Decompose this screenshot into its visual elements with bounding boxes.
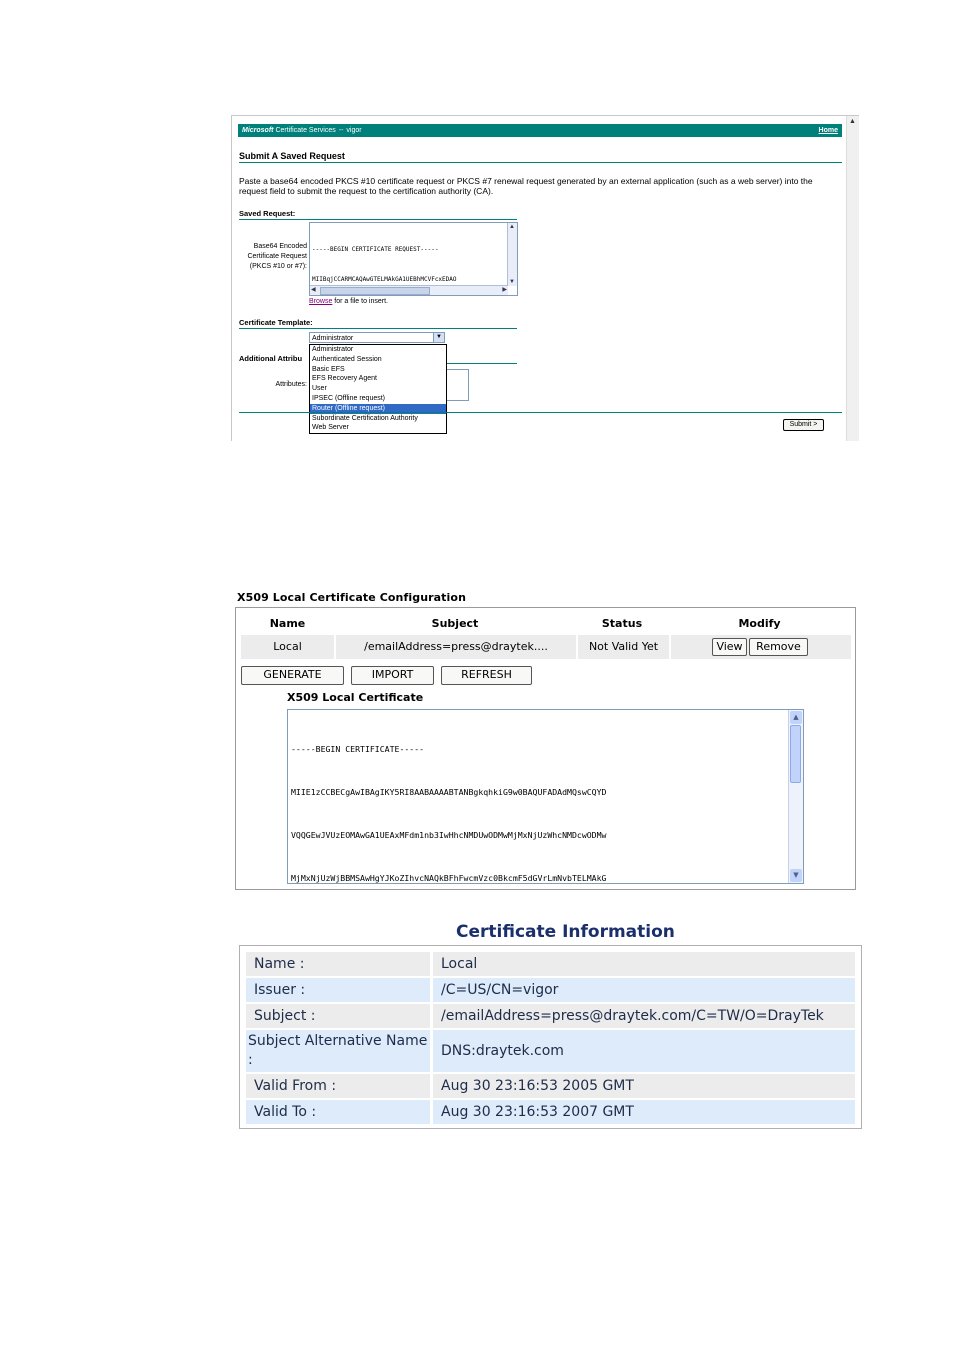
- template-option[interactable]: EFS Recovery Agent: [312, 375, 377, 383]
- generate-button[interactable]: GENERATE: [241, 666, 344, 685]
- home-link[interactable]: Home: [818, 127, 838, 134]
- page-title: Submit A Saved Request: [239, 151, 345, 161]
- x509-config-panel: [235, 607, 856, 890]
- scroll-up-icon[interactable]: ▲: [509, 224, 515, 230]
- scroll-up-icon[interactable]: ▲: [849, 118, 856, 125]
- refresh-button[interactable]: REFRESH: [441, 666, 532, 685]
- template-option[interactable]: Authenticated Session: [312, 355, 382, 363]
- template-dropdown-list[interactable]: [309, 344, 447, 434]
- cert-subject: /emailAddress=press@draytek....: [336, 635, 578, 659]
- scroll-down-icon[interactable]: ▼: [509, 279, 515, 285]
- ms-header-bar: [238, 124, 842, 137]
- column-header-status: Status: [601, 617, 643, 630]
- table-row: [246, 1004, 855, 1028]
- table-row: [246, 978, 855, 1002]
- info-label: Subject Alternative Name :: [246, 1030, 430, 1072]
- template-divider: [239, 328, 517, 329]
- remove-button[interactable]: Remove: [749, 638, 808, 656]
- template-option-selected[interactable]: Router (Offline request): [310, 404, 446, 414]
- template-option[interactable]: User: [312, 385, 327, 393]
- browse-hint: for a file to insert.: [334, 298, 388, 305]
- attributes-label: Attributes:: [275, 381, 307, 388]
- info-label: Issuer :: [246, 978, 430, 1002]
- submit-button[interactable]: Submit >: [783, 419, 824, 431]
- request-vertical-scrollbar[interactable]: [507, 223, 517, 286]
- saved-request-divider: [239, 219, 517, 220]
- info-value: Aug 30 23:16:53 2007 GMT: [433, 1100, 855, 1124]
- template-heading: Certificate Template:: [239, 318, 313, 327]
- info-label: Valid To :: [246, 1100, 430, 1124]
- column-header-subject: Subject: [431, 617, 479, 630]
- template-option[interactable]: Subordinate Certification Authority: [312, 414, 418, 422]
- info-value: /emailAddress=press@draytek.com/C=TW/O=DrayTek: [433, 1004, 855, 1028]
- template-option[interactable]: Basic EFS: [312, 365, 345, 373]
- page-description: Paste a base64 encoded PKCS #10 certificate request or PKCS #7 renewal request generated by an external application (such as a web server) into the request field to submit the request to the certification authority (CA).: [239, 176, 813, 196]
- ms-brand: Microsoft: [242, 127, 274, 134]
- certificate-information-title: Certificate Information: [456, 922, 675, 942]
- info-label: Subject :: [246, 1004, 430, 1028]
- import-button[interactable]: IMPORT: [351, 666, 434, 685]
- view-button[interactable]: View: [712, 638, 747, 656]
- template-select[interactable]: [309, 332, 445, 343]
- info-value: /C=US/CN=vigor: [433, 978, 855, 1002]
- certificate-textarea[interactable]: [287, 709, 804, 884]
- x509-config-title: X509 Local Certificate Configuration: [237, 591, 467, 604]
- template-option[interactable]: IPSEC (Offline request): [312, 394, 386, 402]
- request-horizontal-scrollbar[interactable]: [310, 285, 508, 295]
- attributes-textarea[interactable]: [445, 369, 469, 401]
- scroll-left-icon[interactable]: ◀: [311, 287, 316, 293]
- local-certificate-title: X509 Local Certificate: [287, 691, 424, 704]
- request-text: -----BEGIN CERTIFICATE REQUEST----- MIIBqjCCARMCAQAwGTELMAkGA1UEBhMCVFcxEDAO: [312, 246, 457, 284]
- request-field-label: Base64 Encoded Certificate Request (PKCS #10 or #7):: [247, 243, 307, 270]
- scroll-thumb[interactable]: [790, 725, 801, 783]
- column-header-modify: Modify: [738, 617, 781, 630]
- additional-attributes-heading: Additional Attribu: [239, 354, 303, 363]
- additional-attributes-divider: [445, 363, 517, 364]
- ms-cert-services-window: [231, 115, 859, 441]
- window-scrollbar[interactable]: [846, 116, 859, 441]
- scroll-down-icon[interactable]: ▼: [790, 869, 802, 882]
- ms-product: Certificate Services: [275, 127, 336, 134]
- cert-status: Not Valid Yet: [578, 635, 671, 659]
- info-label: Name :: [246, 952, 430, 976]
- table-row: [246, 1030, 855, 1072]
- certificate-text: -----BEGIN CERTIFICATE----- MIIE1zCCBECgAwIBAgIKY5RI8AABAAAABTANBgkqhkiG9w0BAQUFADAdMQswCQYD VQQGEwJVUzEOMAwGA1UEAxMFdm1nb3IwHhcNMDUwODMwMjMxNjUzWhcNMDcwODMw MjMxNjUzWjBBMSAwHgYJKoZIhvcNAQkBFhFwcmVzc0BkcmF5dGVrLmNvbTELMAkG: [291, 743, 607, 883]
- cert-name: Local: [241, 635, 336, 659]
- browse-row: [309, 298, 388, 305]
- certificate-scrollbar[interactable]: [788, 710, 803, 883]
- template-option[interactable]: Administrator: [312, 346, 354, 353]
- column-header-name: Name: [269, 617, 306, 630]
- certificate-information-table: [239, 945, 862, 1129]
- table-row: [246, 952, 855, 976]
- template-selected-value: Administrator: [312, 335, 354, 342]
- title-divider: [239, 162, 842, 163]
- request-textarea[interactable]: [309, 222, 518, 296]
- table-row: [246, 1074, 855, 1098]
- info-value: Local: [433, 952, 855, 976]
- info-label: Valid From :: [246, 1074, 430, 1098]
- scroll-up-icon[interactable]: ▲: [790, 711, 802, 724]
- submit-divider: [239, 412, 842, 413]
- info-value: DNS:draytek.com: [433, 1030, 855, 1072]
- saved-request-heading: Saved Request:: [239, 209, 296, 218]
- browse-link[interactable]: Browse: [309, 298, 333, 305]
- scroll-right-icon[interactable]: ▶: [502, 287, 507, 293]
- ms-header-separator: --: [338, 127, 344, 134]
- ms-ca-name: vigor: [346, 127, 362, 134]
- table-row: [246, 1100, 855, 1124]
- chevron-down-icon[interactable]: ▼: [433, 333, 444, 342]
- info-value: Aug 30 23:16:53 2005 GMT: [433, 1074, 855, 1098]
- template-option[interactable]: Web Server: [312, 424, 349, 432]
- scroll-thumb[interactable]: [320, 287, 430, 295]
